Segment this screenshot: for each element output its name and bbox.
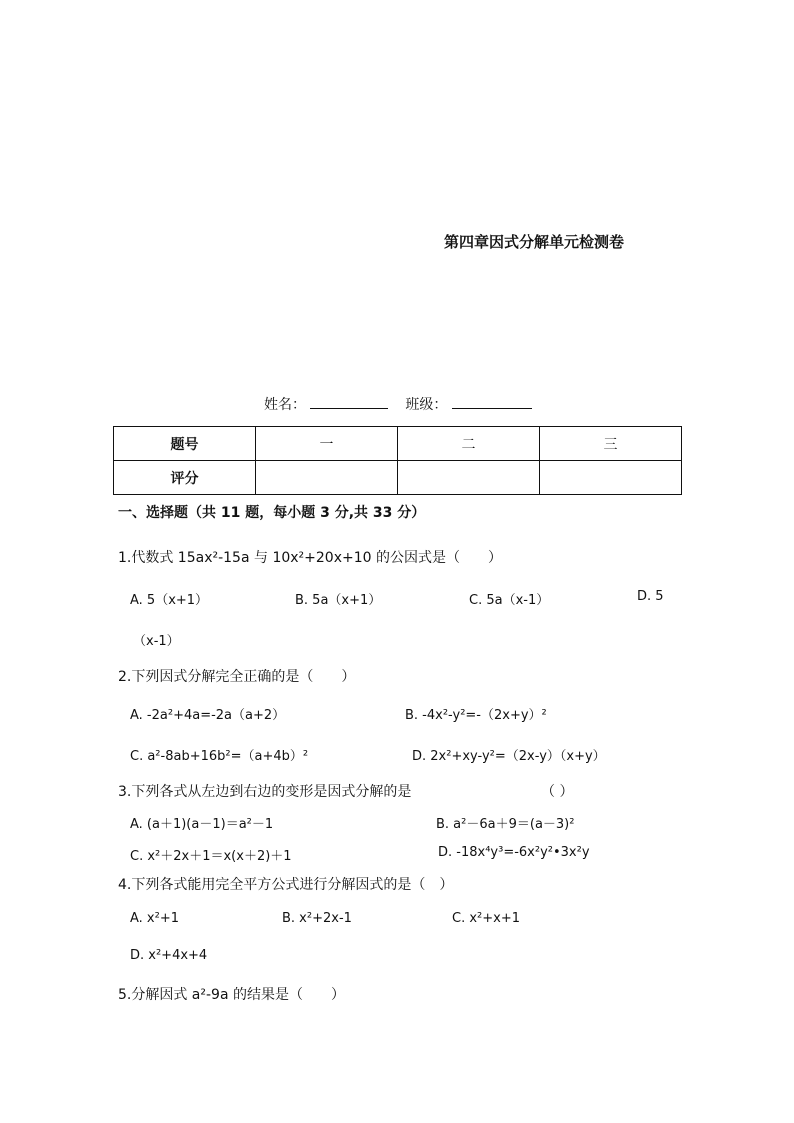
column-header-1: 一 xyxy=(256,427,398,461)
section-title: 一、选择题（共 11 题，每小题 3 分,共 33 分） xyxy=(118,505,426,521)
option-b: B. a²－6a＋9＝(a－3)² xyxy=(436,817,575,832)
option-d-continued: （x-1） xyxy=(133,634,180,649)
option-b: B. -4x²-y²=-（2x+y）² xyxy=(405,708,547,723)
question-stem: 1.代数式 15ax²-15a 与 10x²+20x+10 的公因式是（ ） xyxy=(118,550,502,566)
column-header-3: 三 xyxy=(540,427,682,461)
class-blank xyxy=(452,394,532,409)
student-info xyxy=(264,394,532,414)
score-table-header-row xyxy=(114,427,682,461)
class-label: 班级： xyxy=(405,397,448,413)
score-table xyxy=(113,426,682,495)
question-stem: 3.下列各式从左边到右边的变形是因式分解的是 xyxy=(118,784,412,800)
column-header-2: 二 xyxy=(398,427,540,461)
name-label: 姓名： xyxy=(264,397,306,413)
name-blank xyxy=(310,394,388,409)
option-a: A. 5（x+1） xyxy=(130,593,209,608)
option-b: B. 5a（x+1） xyxy=(295,593,382,608)
option-c: C. x²＋2x＋1＝x(x＋2)＋1 xyxy=(130,849,292,864)
question-stem: 2.下列因式分解完全正确的是（ ） xyxy=(118,669,356,685)
score-cell-3 xyxy=(540,461,682,495)
header-label-cell: 题号 xyxy=(114,427,256,461)
score-cell-1 xyxy=(256,461,398,495)
option-c: C. x²+x+1 xyxy=(452,911,520,926)
option-a: A. -2a²+4a=-2a（a+2） xyxy=(130,708,286,723)
option-a: A. (a＋1)(a－1)＝a²－1 xyxy=(130,817,274,832)
option-c: C. 5a（x-1） xyxy=(469,593,550,608)
option-d: D. x²+4x+4 xyxy=(130,948,208,963)
score-cell-2 xyxy=(398,461,540,495)
document-title: 第四章因式分解单元检测卷 xyxy=(444,233,625,251)
option-c: C. a²-8ab+16b²=（a+4b）² xyxy=(130,749,309,764)
question-stem: 5.分解因式 a²-9a 的结果是（ ） xyxy=(118,987,345,1003)
option-a: A. x²+1 xyxy=(130,911,179,926)
option-d: D. 5 xyxy=(637,589,664,604)
question-stem: 4.下列各式能用完全平方公式进行分解因式的是（ ） xyxy=(118,877,454,893)
score-label-cell: 评分 xyxy=(114,461,256,495)
option-d: D. -18x⁴y³=-6x²y²•3x²y xyxy=(438,845,590,860)
score-table-score-row xyxy=(114,461,682,495)
option-b: B. x²+2x-1 xyxy=(282,911,352,926)
option-d: D. 2x²+xy-y²=（2x-y）（x+y） xyxy=(412,749,606,764)
answer-parentheses: （ ） xyxy=(541,784,574,800)
